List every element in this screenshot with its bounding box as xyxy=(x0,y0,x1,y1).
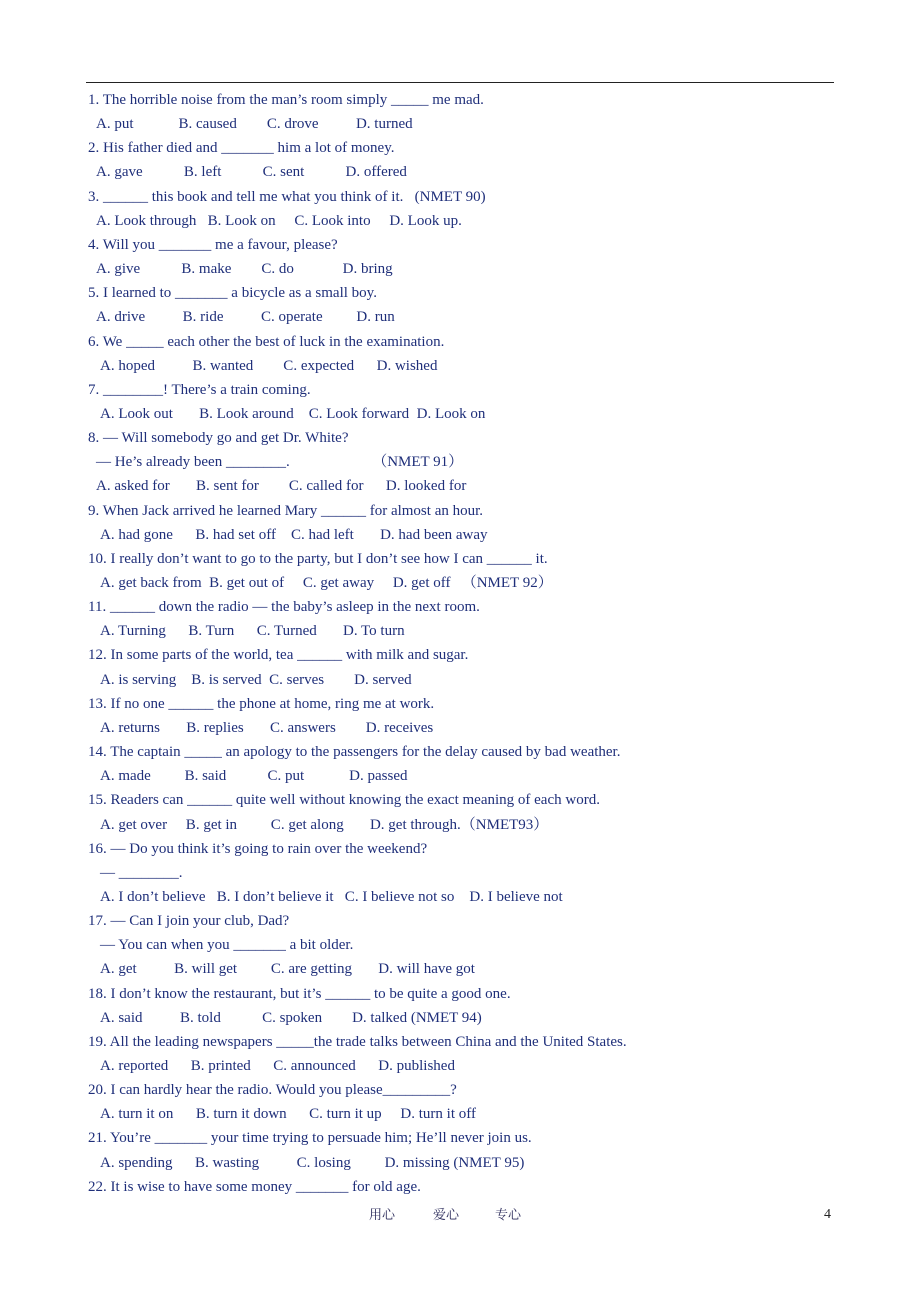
options-line: 13. If no one ______ the phone at home, ring me at work. xyxy=(88,696,435,712)
options-line: 21. You’re _______ your time trying to persuade him; He’ll never join us. xyxy=(88,1130,532,1146)
options-line: 14. The captain _____ an apology to the passengers for the delay caused by bad weather. xyxy=(88,744,621,760)
question-line: 3. ______ this book and tell me what you think of it. (NMET 90) xyxy=(88,189,486,205)
footer-text-2: 爱心 xyxy=(433,1207,460,1222)
question-line: 4. Will you _______ me a favour, please? xyxy=(88,237,338,253)
options-line: A. I don’t believe B. I don’t believe it C. I believe not so D. I believe not xyxy=(100,889,563,905)
question-line: 8. — Will somebody go and get Dr. White? xyxy=(88,430,349,446)
question-line: A. get B. will get C. are getting D. will have got xyxy=(100,961,475,977)
options-line: 11. ______ down the radio — the baby’s asleep in the next room. xyxy=(88,599,480,615)
footer-text-1: 用心 xyxy=(369,1207,396,1222)
options-line: A. Look out B. Look around C. Look forward D. Look on xyxy=(100,406,486,422)
question-line: 1. The horrible noise from the man’s room simply _____ me mad. xyxy=(88,92,484,108)
options-line: 20. I can hardly hear the radio. Would you please_________? xyxy=(88,1082,457,1098)
question-line: A. spending B. wasting C. losing D. missing (NMET 95) xyxy=(100,1155,525,1171)
question-line: A. get over B. get in C. get along D. get through.（NMET93） xyxy=(100,817,549,833)
question-line: A. said B. told C. spoken D. talked (NMET 94) xyxy=(100,1010,482,1026)
options-line: A. drive B. ride C. operate D. run xyxy=(96,309,395,325)
options-line: A. gave B. left C. sent D. offered xyxy=(96,164,407,180)
question-line: — ________. xyxy=(100,865,183,881)
question-line: A. had gone B. had set off C. had left D. had been away xyxy=(100,527,488,543)
page-number: 4 xyxy=(824,1207,831,1222)
options-line: 22. It is wise to have some money _______ for old age. xyxy=(88,1179,421,1195)
options-line: — He’s already been ________. （NMET 91） xyxy=(96,454,464,470)
options-line: — You can when you _______ a bit older. xyxy=(100,937,354,953)
question-line: A. reported B. printed C. announced D. published xyxy=(100,1058,455,1074)
options-line: A. put B. caused C. drove D. turned xyxy=(96,116,413,132)
question-line: 7. ________! There’s a train coming. xyxy=(88,382,311,398)
header-rule xyxy=(86,82,834,83)
question-line: A. made B. said C. put D. passed xyxy=(100,768,408,784)
question-line: 2. His father died and _______ him a lot of money. xyxy=(88,140,395,156)
footer-text-3: 专心 xyxy=(495,1207,522,1222)
question-line: A. is serving B. is served C. serves D. served xyxy=(100,672,412,688)
options-line: 10. I really don’t want to go to the party, but I don’t see how I can ______ it. xyxy=(88,551,548,567)
question-line: 17. — Can I join your club, Dad? xyxy=(88,913,290,929)
options-line: 16. — Do you think it’s going to rain over the weekend? xyxy=(88,841,428,857)
options-line: 19. All the leading newspapers _____the trade talks between China and the United States. xyxy=(88,1034,627,1050)
options-line: 9. When Jack arrived he learned Mary ______ for almost an hour. xyxy=(88,503,484,519)
question-line: A. returns B. replies C. answers D. receives xyxy=(100,720,434,736)
question-line: 5. I learned to _______ a bicycle as a small boy. xyxy=(88,285,377,301)
question-line: A. asked for B. sent for C. called for D. looked for xyxy=(96,478,467,494)
options-line: 18. I don’t know the restaurant, but it’s ______ to be quite a good one. xyxy=(88,986,511,1002)
options-line: A. give B. make C. do D. bring xyxy=(96,261,393,277)
options-line: A. Look through B. Look on C. Look into D. Look up. xyxy=(96,213,462,229)
question-line: A. get back from B. get out of C. get away D. get off （NMET 92） xyxy=(100,575,553,591)
question-line: 6. We _____ each other the best of luck in the examination. xyxy=(88,334,445,350)
options-line: 12. In some parts of the world, tea ______ with milk and sugar. xyxy=(88,647,469,663)
question-line: A. Turning B. Turn C. Turned D. To turn xyxy=(100,623,405,639)
options-line: A. hoped B. wanted C. expected D. wished xyxy=(100,358,438,374)
question-line: A. turn it on B. turn it down C. turn it up D. turn it off xyxy=(100,1106,476,1122)
options-line: 15. Readers can ______ quite well without knowing the exact meaning of each word. xyxy=(88,792,600,808)
